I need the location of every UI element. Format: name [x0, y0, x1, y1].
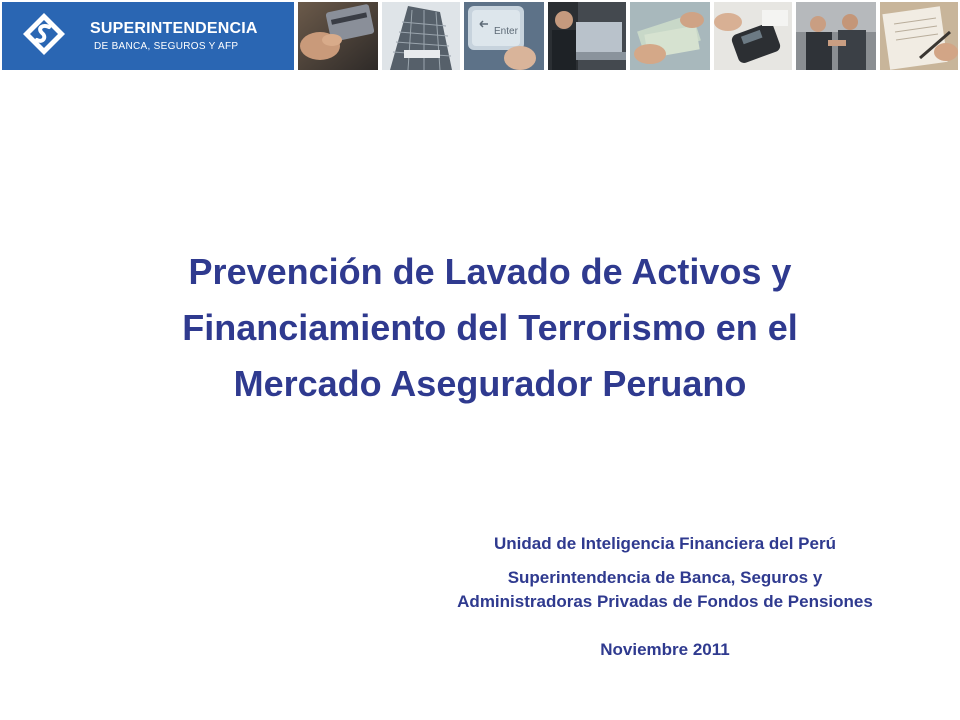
organization-unit: Unidad de Inteligencia Financiera del Perú	[494, 534, 836, 553]
slide-title	[100, 244, 880, 412]
header-banner	[0, 0, 960, 72]
agency-name-line-1: Superintendencia de Banca, Seguros y	[507, 568, 823, 587]
money-handling-photo	[630, 2, 710, 70]
agency-name	[380, 566, 950, 614]
office-building-photo	[382, 2, 460, 70]
laptop-user-photo	[548, 2, 626, 70]
presentation-date: Noviembre 2011	[600, 640, 730, 659]
logo-name-main: SUPERINTENDENCIA	[90, 20, 258, 37]
agency-name-line-2: Administradoras Privadas de Fondos de Pensiones	[457, 592, 873, 611]
business-meeting-photo	[796, 2, 876, 70]
sbs-diamond-logo-icon	[22, 12, 66, 56]
document-writing-photo	[880, 2, 958, 70]
title-line-2: Financiamiento del Terrorismo en el	[182, 307, 798, 348]
enter-key-photo	[464, 2, 544, 70]
logo-name-sub: DE BANCA, SEGUROS Y AFP	[94, 41, 239, 52]
card-terminal-photo	[714, 2, 792, 70]
svg-text:Enter: Enter	[494, 26, 518, 37]
title-line-3: Mercado Asegurador Peruano	[233, 363, 747, 404]
presenter-info	[380, 532, 950, 662]
credit-card-photo	[298, 2, 378, 70]
title-line-1: Prevención de Lavado de Activos y	[188, 251, 792, 292]
sbs-logo	[2, 2, 294, 70]
